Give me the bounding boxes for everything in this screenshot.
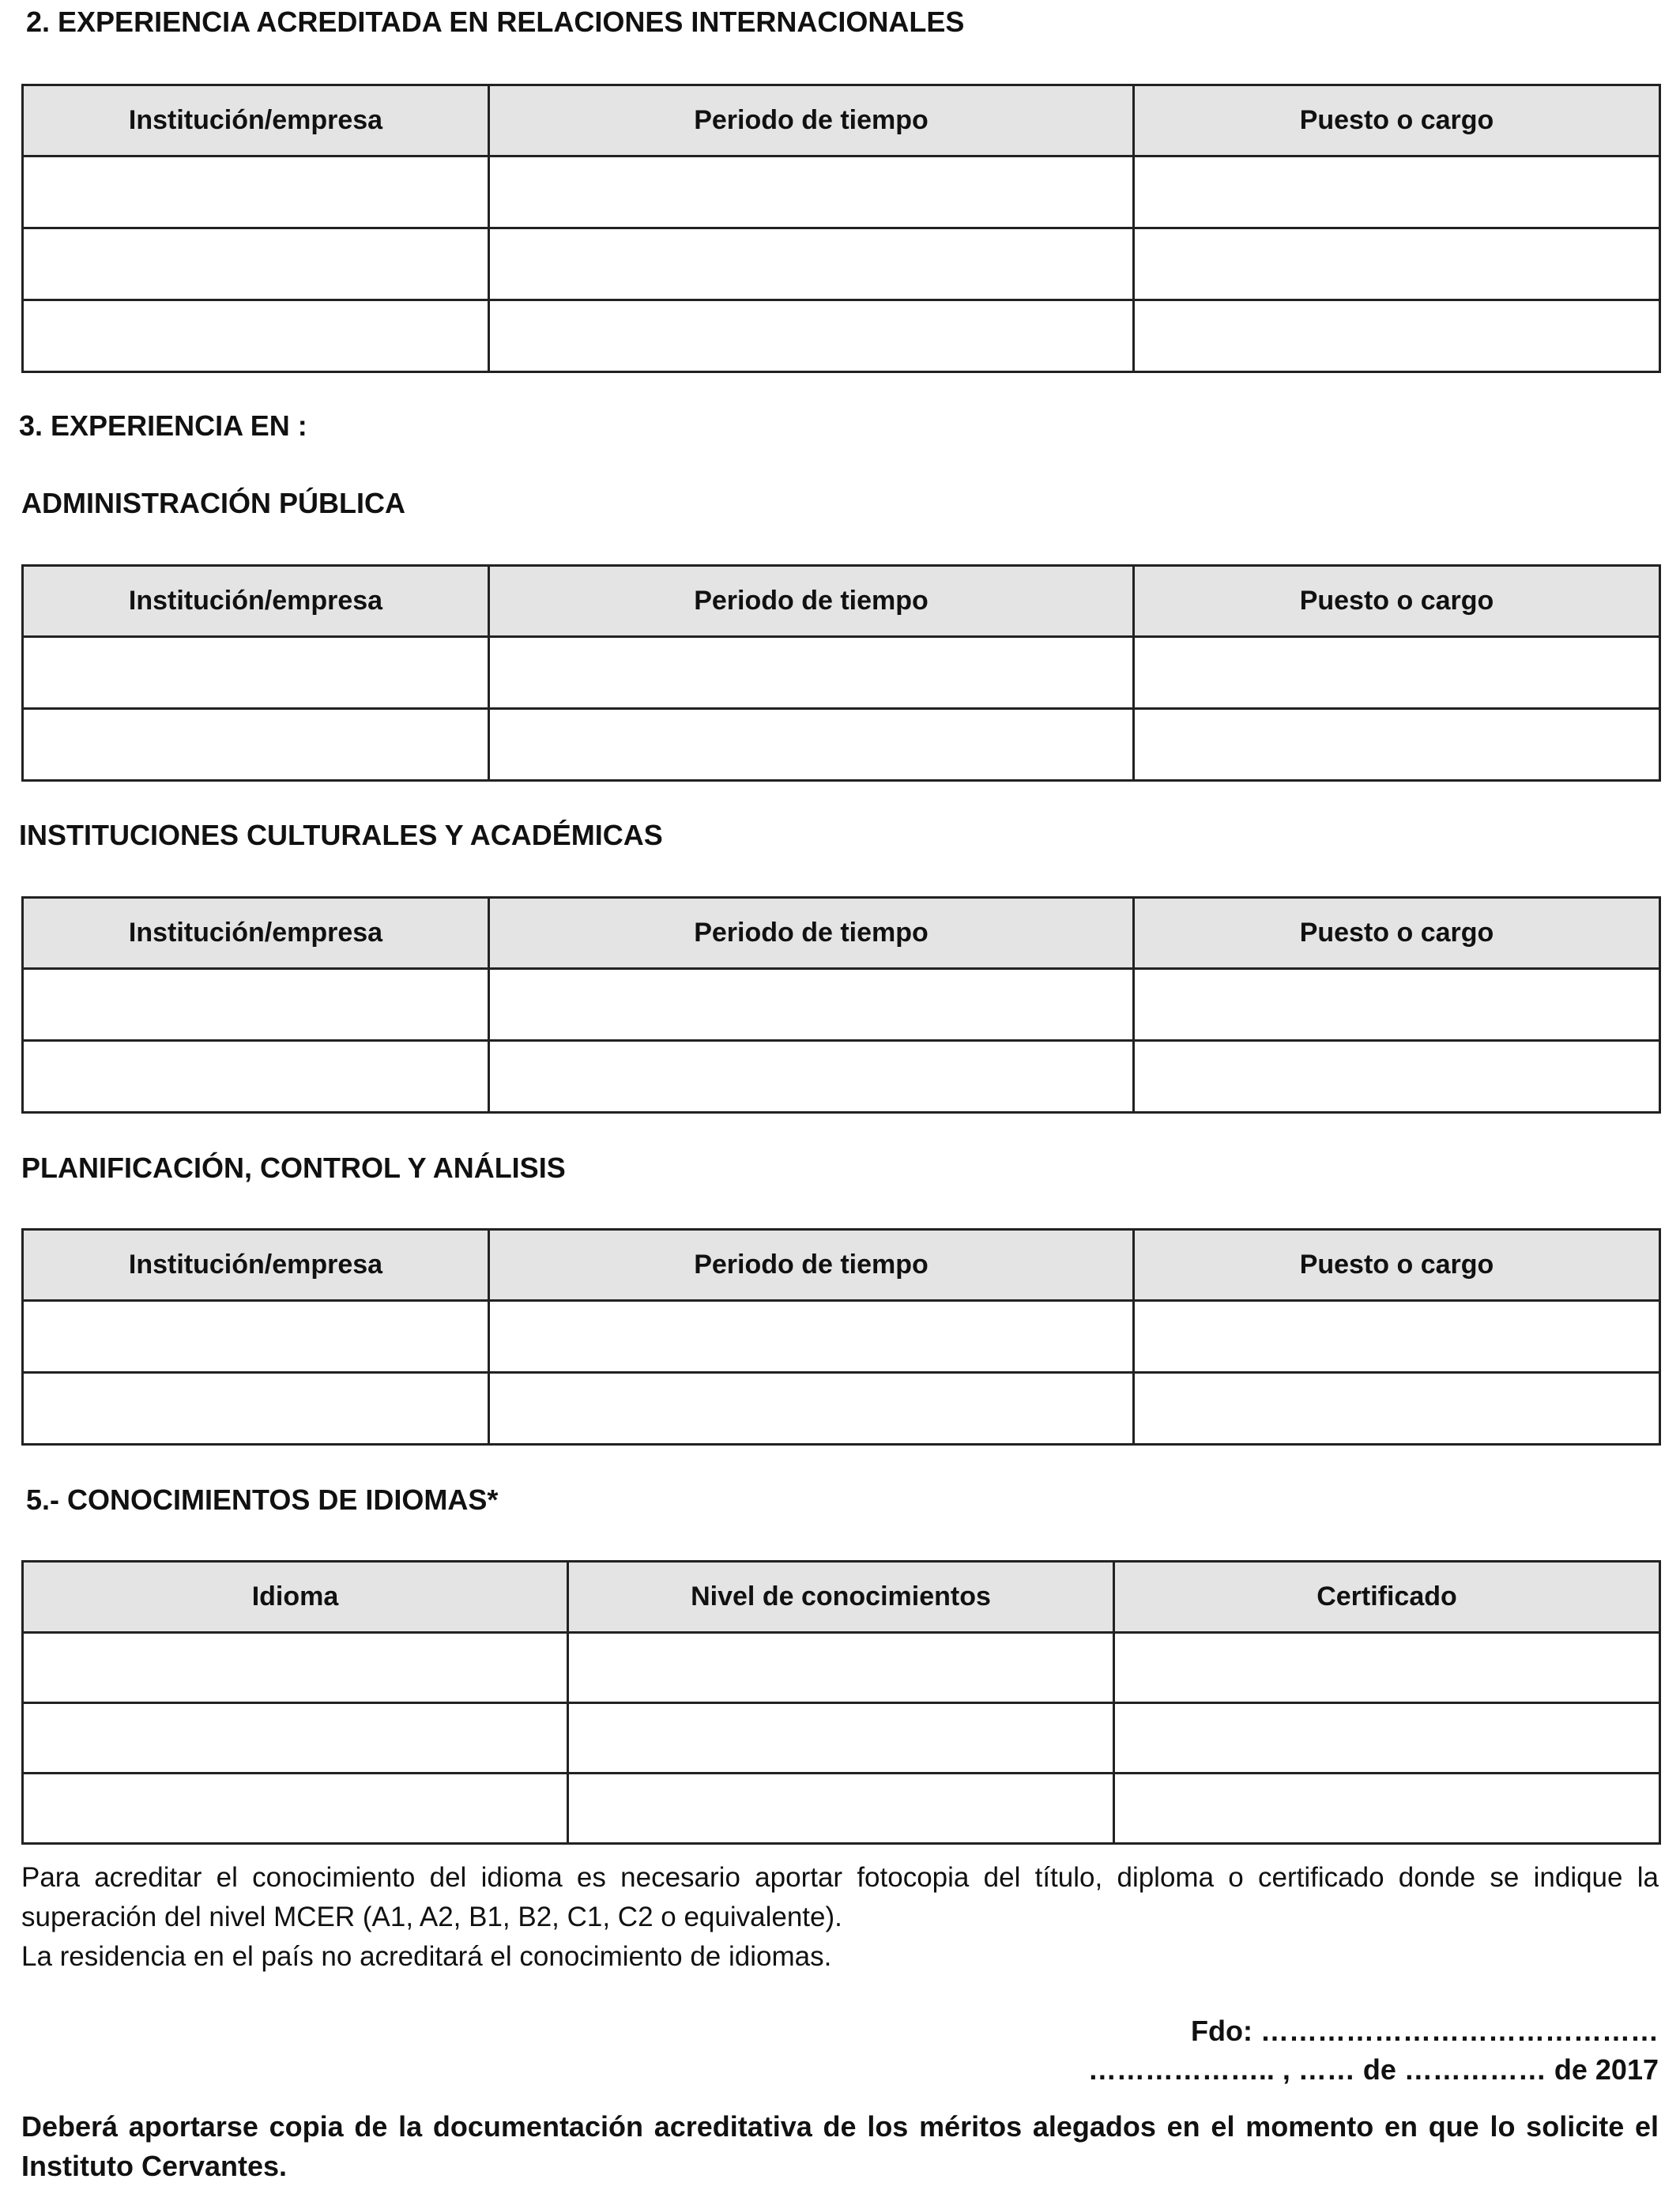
institution-cell[interactable] [23,969,489,1041]
column-header-period: Periodo de tiempo [489,898,1134,969]
position-cell[interactable] [1134,1041,1660,1113]
table-header-row [23,85,1660,156]
language-cell[interactable] [23,1703,568,1774]
column-header-period: Periodo de tiempo [489,1230,1134,1301]
note-requirement-text: Para acreditar el conocimiento del idioma es necesario aportar fotocopia del título, diploma o certificado donde se indique la superación del nivel MCER (A1, A2, B1, B2, C1, C2 o equivalente). [21,1862,1659,1932]
column-header-institution: Institución/empresa [23,85,489,156]
cultural-institutions-title: INSTITUCIONES CULTURALES Y ACADÉMICAS [19,819,663,851]
language-accreditation-note [21,1858,1659,1977]
position-cell[interactable] [1134,228,1660,300]
table-row [23,300,1660,372]
period-cell[interactable] [489,228,1134,300]
period-cell[interactable] [489,1373,1134,1445]
column-header-position: Puesto o cargo [1134,1230,1660,1301]
table-row [23,1703,1660,1774]
table-row [23,1301,1660,1373]
position-cell[interactable] [1134,300,1660,372]
certificate-cell[interactable] [1114,1633,1660,1703]
public-administration-table [21,564,1661,782]
table-row [23,969,1660,1041]
section-3-title: 3. EXPERIENCIA EN : [19,409,307,442]
certificate-cell[interactable] [1114,1703,1660,1774]
position-cell[interactable] [1134,969,1660,1041]
section-2-title: 2. EXPERIENCIA ACREDITADA EN RELACIONES INTERNACIONALES [26,6,965,38]
column-header-level: Nivel de conocimientos [568,1562,1114,1633]
table-header-row [23,1230,1660,1301]
column-header-institution: Institución/empresa [23,898,489,969]
table-row [23,1633,1660,1703]
table-header-row [23,566,1660,637]
signature-line: Fdo: …………………………………… [1191,2015,1659,2047]
institution-cell[interactable] [23,1373,489,1445]
period-cell[interactable] [489,709,1134,781]
period-cell[interactable] [489,969,1134,1041]
column-header-period: Periodo de tiempo [489,85,1134,156]
table-row [23,709,1660,781]
period-cell[interactable] [489,1041,1134,1113]
position-cell[interactable] [1134,156,1660,228]
section-5-title: 5.- CONOCIMIENTOS DE IDIOMAS* [26,1483,499,1516]
certificate-cell[interactable] [1114,1774,1660,1844]
period-cell[interactable] [489,637,1134,709]
institution-cell[interactable] [23,1041,489,1113]
period-cell[interactable] [489,156,1134,228]
table-row [23,637,1660,709]
position-cell[interactable] [1134,709,1660,781]
public-administration-title: ADMINISTRACIÓN PÚBLICA [21,487,405,519]
date-line: ……………….. , …… de …………… de 2017 [1087,2053,1659,2086]
table-row [23,1774,1660,1844]
language-cell[interactable] [23,1774,568,1844]
note-residence-text: La residencia en el país no acreditará el conocimiento de idiomas. [21,1941,832,1972]
table-row [23,228,1660,300]
column-header-position: Puesto o cargo [1134,566,1660,637]
planning-control-table [21,1228,1661,1446]
table-row [23,1041,1660,1113]
column-header-institution: Institución/empresa [23,566,489,637]
planning-control-title: PLANIFICACIÓN, CONTROL Y ANÁLISIS [21,1152,566,1184]
column-header-certificate: Certificado [1114,1562,1660,1633]
institution-cell[interactable] [23,709,489,781]
institution-cell[interactable] [23,1301,489,1373]
cultural-institutions-table [21,896,1661,1114]
column-header-institution: Institución/empresa [23,1230,489,1301]
table-row [23,1373,1660,1445]
language-cell[interactable] [23,1633,568,1703]
institution-cell[interactable] [23,156,489,228]
institution-cell[interactable] [23,637,489,709]
column-header-period: Periodo de tiempo [489,566,1134,637]
languages-table [21,1560,1661,1845]
table-header-row [23,1562,1660,1633]
institution-cell[interactable] [23,228,489,300]
position-cell[interactable] [1134,637,1660,709]
column-header-position: Puesto o cargo [1134,85,1660,156]
level-cell[interactable] [568,1633,1114,1703]
table-row [23,156,1660,228]
column-header-position: Puesto o cargo [1134,898,1660,969]
position-cell[interactable] [1134,1301,1660,1373]
institution-cell[interactable] [23,300,489,372]
level-cell[interactable] [568,1703,1114,1774]
column-header-language: Idioma [23,1562,568,1633]
table-header-row [23,898,1660,969]
period-cell[interactable] [489,1301,1134,1373]
position-cell[interactable] [1134,1373,1660,1445]
documentation-footer-note: Deberá aportarse copia de la documentación acreditativa de los méritos alegados en el momento en que lo solicite el Instituto Cervantes. [21,2110,1659,2182]
period-cell[interactable] [489,300,1134,372]
level-cell[interactable] [568,1774,1114,1844]
international-experience-table [21,84,1661,373]
